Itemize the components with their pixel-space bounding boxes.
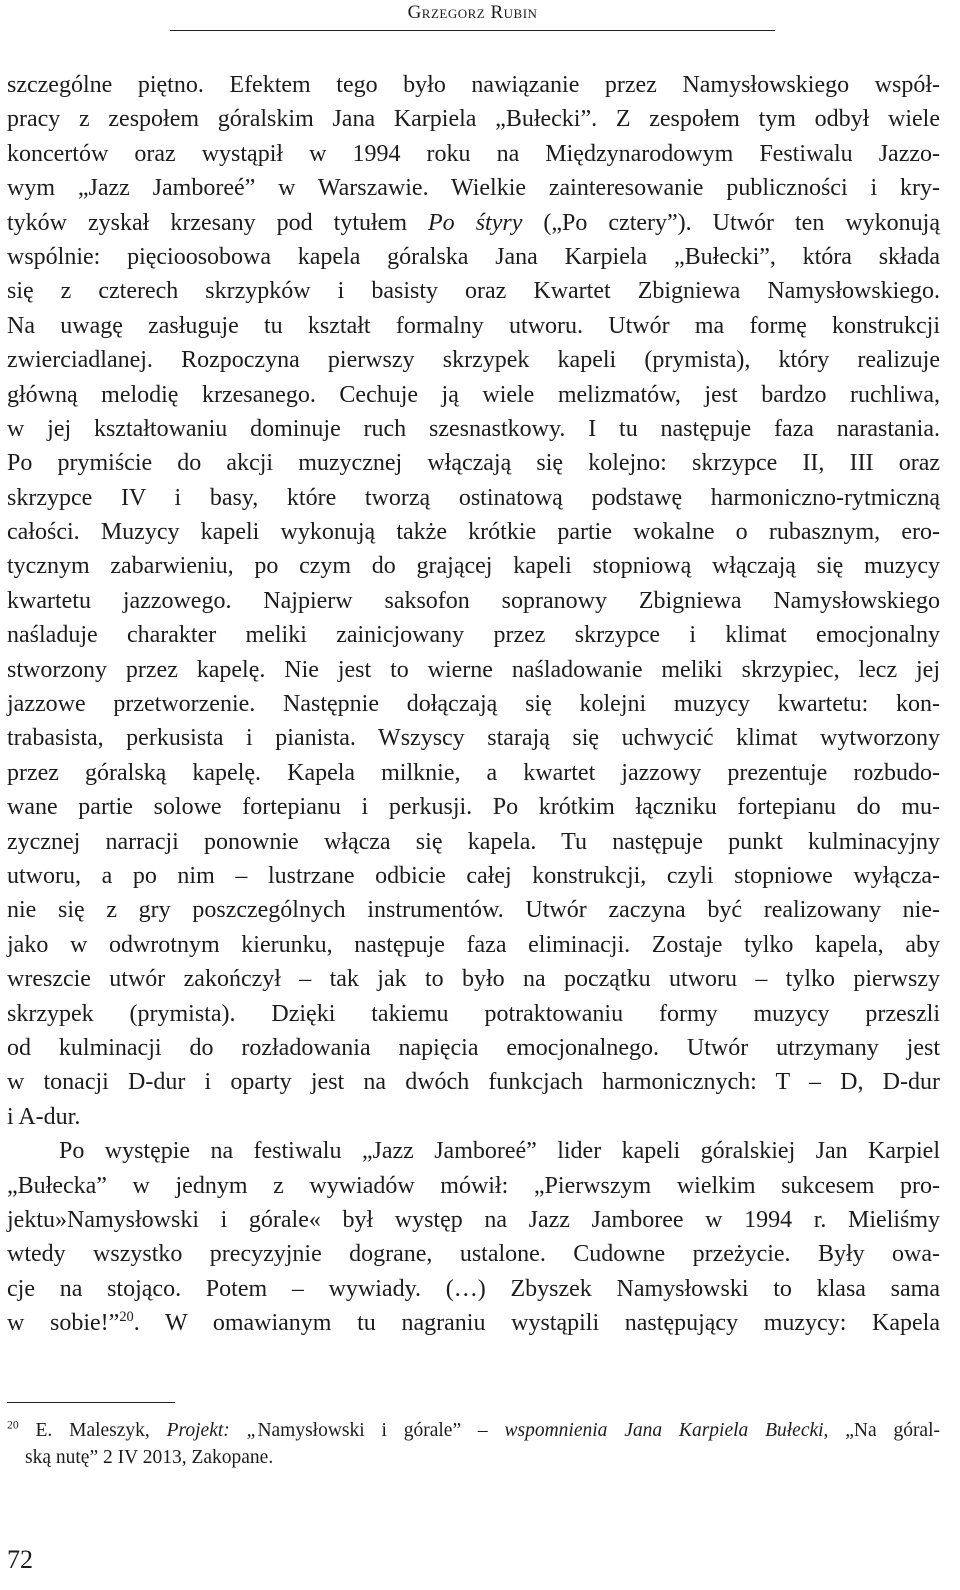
body-text — [7, 68, 940, 1340]
text-run: . W omawianym tu nagraniu wystąpili następujący muzycy: Kapela — [133, 1310, 941, 1337]
text-run: tyków zyskał krzesany pod tytułem — [7, 209, 429, 236]
text-line: jako w odwrotnym kierunku, następuje faza eliminacji. Zostaje tylko kapela, aby — [7, 931, 940, 958]
text-line: wspólnie: pięcioosobowa kapela góralska Jana Karpiela „Bułecki”, która składa — [7, 243, 940, 270]
text-line: Na uwagę zasługuje tu kształt formalny utworu. Utwór ma formę konstrukcji — [7, 312, 940, 339]
footnote-title: Projekt: „ — [166, 1420, 258, 1441]
text-line: Po prymiście do akcji muzycznej włączają się kolejno: skrzypce II, III oraz — [7, 450, 940, 477]
text-line: pracy z zespołem góralskim Jana Karpiela „Bułecki”. Z zespołem tym odbył wiele — [7, 106, 940, 133]
text-line: kwartetu jazzowego. Najpierw saksofon sopranowy Zbigniewa Namysłowskiego — [7, 587, 940, 614]
text-line: całości. Muzycy kapeli wykonują także krótkie partie wokalne o rubasznym, ero- — [7, 519, 940, 546]
text-run: w sobie!” — [7, 1310, 120, 1337]
text-line: „Bułecka” w jednym z wywiadów mówił: „Pierwszym wielkim sukcesem pro- — [7, 1172, 940, 1199]
footnote-line: ską nutę” 2 IV 2013, Zakopane. — [25, 1447, 274, 1468]
text-line: jektu»Namysłowski i górale« był występ na Jazz Jamboree w 1994 r. Mieliśmy — [7, 1206, 940, 1233]
text-line: naśladuje charakter meliki zainicjowany przez skrzypce i klimat emocjonalny — [7, 622, 940, 649]
footnote-rule — [7, 1402, 175, 1403]
text-line: stworzony przez kapelę. Nie jest to wierne naśladowanie meliki skrzypiec, lecz jej — [7, 656, 940, 683]
text-line: skrzypce IV i basy, które tworzą ostinatową podstawę harmoniczno-rytmiczną — [7, 484, 940, 511]
footnote-text: Namysłowski i górale — [257, 1420, 453, 1441]
text-line: wane partie solowe fortepianu i perkusji. Po krótkim łączniku fortepianu do mu- — [7, 794, 940, 821]
text-line: od kulminacji do rozładowania napięcia emocjonalnego. Utwór utrzymany jest — [7, 1034, 940, 1061]
text-line: wtedy wszystko precyzyjnie dograne, ustalone. Cudowne przeżycie. Były owa- — [7, 1241, 940, 1268]
text-line: utworu, a po nim – lustrzane odbicie całej konstrukcji, czyli stopniowe wyłącza- — [7, 862, 940, 889]
text-line: trabasista, perkusista i pianista. Wszyscy starają się uchwycić klimat wytworzony — [7, 725, 940, 752]
text-line: zwierciadlanej. Rozpoczyna pierwszy skrzypek kapeli (prymista), który realizuje — [7, 347, 940, 374]
text-line: tycznym zabarwieniu, po czym do grającej kapeli stopniową włączają się muzycy — [7, 553, 940, 580]
text-run: („Po cztery”). Utwór ten wykonują — [522, 209, 940, 236]
text-line: nie się z gry poszczególnych instrumentów. Utwór zaczyna być realizowany nie- — [7, 897, 940, 924]
text-line — [7, 206, 940, 240]
text-line: skrzypek (prymista). Dzięki takiemu potraktowaniu formy muzycy przeszli — [7, 1000, 940, 1027]
footnote-text: ” – — [452, 1420, 505, 1441]
footnote — [7, 1417, 940, 1471]
running-head: Grzegorz Rubin — [407, 2, 538, 23]
italic-title: Po śtyry — [428, 209, 523, 236]
footnote-title: wspomnienia Jana Karpiela Bułecki — [504, 1420, 824, 1441]
footnote-text: , „Na góral- — [823, 1420, 940, 1441]
text-line: cje na stojąco. Potem – wywiady. (…) Zbyszek Namysłowski to klasa sama — [7, 1275, 940, 1302]
page-number: 72 — [7, 1545, 33, 1574]
text-line: wym „Jazz Jamboreé” w Warszawie. Wielkie zainteresowanie publiczności i kry- — [7, 175, 940, 202]
text-line: w jej kształtowaniu dominuje ruch szesnastkowy. I tu następuje faza narastania. — [7, 415, 940, 442]
text-line: główną melodię krzesanego. Cechuje ją wiele melizmatów, jest bardzo ruchliwa, — [7, 381, 940, 408]
footnote-reference[interactable]: 20 — [119, 1309, 134, 1326]
text-line: jazzowe przetworzenie. Następnie dołączają się kolejni muzycy kwartetu: kon- — [7, 691, 940, 718]
text-line: zycznej narracji ponownie włącza się kapela. Tu następuje punkt kulminacyjny — [7, 828, 940, 855]
footnote-marker: 20 — [7, 1418, 19, 1432]
text-line: koncertów oraz wystąpił w 1994 roku na Międzynarodowym Festiwalu Jazzo- — [7, 140, 940, 167]
footnote-text: E. Maleszyk, — [18, 1420, 167, 1441]
footnote-line — [7, 1417, 940, 1444]
text-line: Po występie na festiwalu „Jazz Jamboreé” lider kapeli góralskiej Jan Karpiel — [59, 1138, 940, 1165]
text-line: szczególne piętno. Efektem tego było nawiązanie przez Namysłowskiego współ- — [7, 72, 940, 98]
text-line — [7, 1306, 940, 1340]
text-line: wreszcie utwór zakończył – tak jak to było na początku utworu – tylko pierwszy — [7, 966, 940, 993]
text-line: w tonacji D-dur i oparty jest na dwóch funkcjach harmonicznych: T – D, D-dur — [7, 1069, 940, 1096]
text-line: przez góralską kapelę. Kapela milknie, a kwartet jazzowy prezentuje rozbudo- — [7, 759, 940, 786]
text-line: się z czterech skrzypków i basisty oraz Kwartet Zbigniewa Namysłowskiego. — [7, 278, 940, 305]
text-line: i A-dur. — [7, 1103, 81, 1130]
header-rule — [170, 30, 775, 31]
